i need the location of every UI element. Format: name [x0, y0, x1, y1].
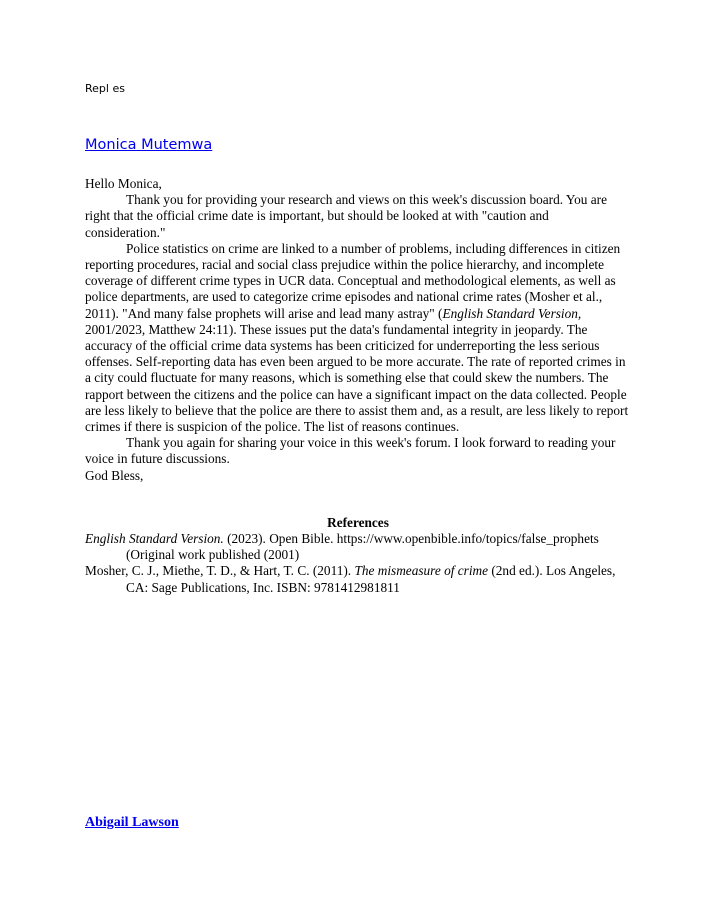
references-list: [85, 531, 631, 596]
paragraph-1: Thank you for providing your research and views on this week's discussion board. You are right that the official crime date is important, but should be looked at with "caution and consideration.": [85, 192, 607, 240]
paragraph-2: [85, 241, 631, 435]
next-reply-author-link[interactable]: Abigail Lawson: [85, 815, 179, 830]
reference-details: (2023). Open Bible. https://www.openbible.info/topics/false_prophets (Original work published (2001): [126, 531, 599, 563]
paragraph-2-text-b: 2001/2023, Matthew 24:11). These issues put the data's fundamental integrity in jeopardy. The accuracy of the official crime data systems has been criticized for underreporting the less serious offenses. Self-reporting data has even been argued to be more accurate. The rate of reported crimes in a city could fluctuate for many reasons, which is something else that could skew the numbers. The rapport between the citizens and the police can have a significant impact on the data collected. People are less likely to believe that the police are there to assist them and, as a result, are less likely to report crimes if there is suspicion of the police. The list of reasons continues.: [85, 321, 629, 435]
reference-lead: Mosher, C. J., Miethe, T. D., & Hart, T. C. (2011).: [85, 563, 355, 579]
reference-details: (2nd ed.). Los Angeles, CA: Sage Publications, Inc. ISBN: 9781412981811: [126, 563, 616, 595]
reference-item: [85, 531, 631, 563]
greeting: Hello Monica,: [85, 176, 162, 191]
reference-title: English Standard Version.: [85, 531, 224, 546]
reply-author-link[interactable]: Monica Mutemwa: [85, 137, 213, 153]
closing: God Bless,: [85, 467, 144, 483]
paragraph-3: Thank you again for sharing your voice in this week's forum. I look forward to reading your voice in future discussions.: [85, 435, 616, 467]
paragraph-2-text-a: Police statistics on crime are linked to a number of problems, including differences in citizen reporting procedures, racial and social class prejudice within the police hierarchy, and incomplete coverage of different crime types in UCR data. Conceptual and methodological elements, as well as police departments, are used to categorize crime episodes and national crime rates (Mosher et al., 2011). "And many false prophets will arise and lead many astray" (: [85, 240, 621, 321]
replies-heading: Repl es: [85, 82, 125, 95]
reference-item: [85, 563, 631, 595]
reference-title: The mismeasure of crime: [354, 563, 489, 579]
reply-body: [85, 176, 631, 484]
paragraph-2-citation-title: English Standard Version,: [442, 305, 582, 321]
references-heading: References: [327, 515, 389, 530]
